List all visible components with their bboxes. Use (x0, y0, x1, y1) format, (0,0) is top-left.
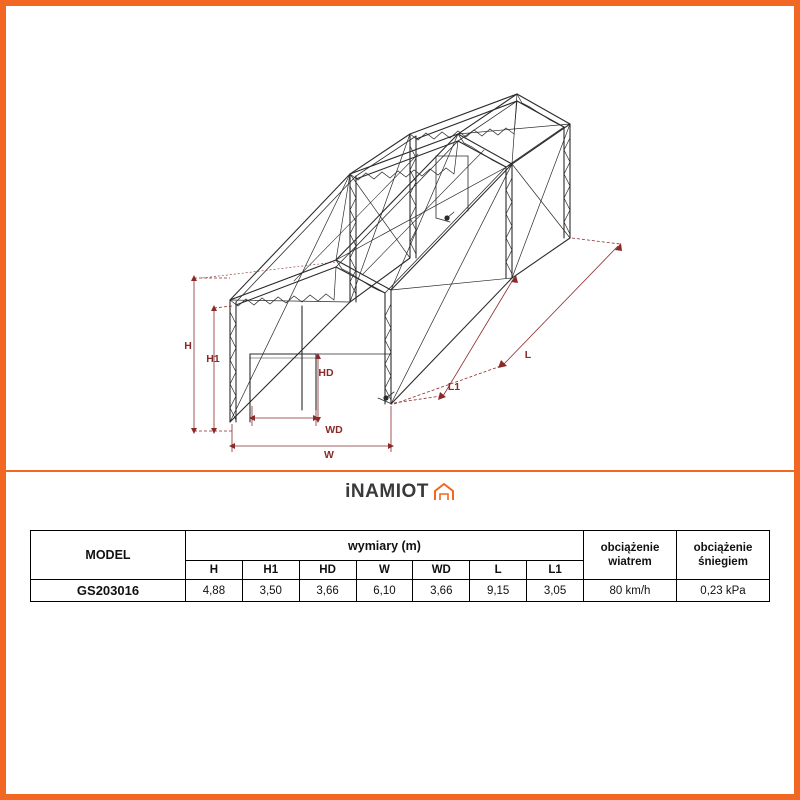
dimension-label-L1: L1 (447, 381, 461, 393)
dimension-label-L: L (524, 349, 532, 361)
cell-L1: 3,05 (527, 580, 584, 602)
tent-roof-icon (433, 482, 455, 502)
dimension-label-WD: WD (325, 424, 343, 436)
dimension-label-H1: H1 (206, 353, 220, 365)
cell-model: GS203016 (31, 580, 186, 602)
table-subheader-H1: H1 (242, 561, 299, 580)
table-header-dimensions: wymiary (m) (186, 531, 584, 561)
logo-text: iNAMIOT (345, 481, 429, 502)
snow-load-line-1: obciążenie (693, 541, 753, 554)
shelter-diagram (6, 6, 794, 468)
specifications-table (30, 530, 770, 602)
dimension-label-HD: HD (318, 367, 334, 379)
brand-logo (0, 472, 800, 512)
table-subheader-W: W (356, 561, 413, 580)
cell-snow-load: 0,23 kPa (677, 580, 770, 602)
cell-L: 9,15 (470, 580, 527, 602)
frame-structure (230, 94, 570, 422)
cell-wind-load: 80 km/h (584, 580, 677, 602)
cell-W: 6,10 (356, 580, 413, 602)
dimension-label-H: H (184, 340, 192, 352)
table-row (31, 580, 770, 602)
wind-load-line-2: wiatrem (608, 556, 652, 568)
cell-WD: 3,66 (413, 580, 470, 602)
table-header-snow-load (677, 531, 770, 580)
cell-HD: 3,66 (299, 580, 356, 602)
cell-H: 4,88 (186, 580, 243, 602)
cell-H1: 3,50 (242, 580, 299, 602)
snow-load-line-2: śniegiem (698, 556, 748, 568)
frame-border-right (794, 0, 800, 800)
frame-border-bottom (0, 794, 800, 800)
table-subheader-WD: WD (413, 561, 470, 580)
table-subheader-L1: L1 (527, 561, 584, 580)
table-header-model: MODEL (31, 531, 186, 580)
table-subheader-H: H (186, 561, 243, 580)
table-subheader-HD: HD (299, 561, 356, 580)
table-header-wind-load (584, 531, 677, 580)
wind-load-line-1: obciążenie (600, 541, 660, 554)
table-subheader-L: L (470, 561, 527, 580)
dimension-label-W: W (324, 449, 334, 461)
